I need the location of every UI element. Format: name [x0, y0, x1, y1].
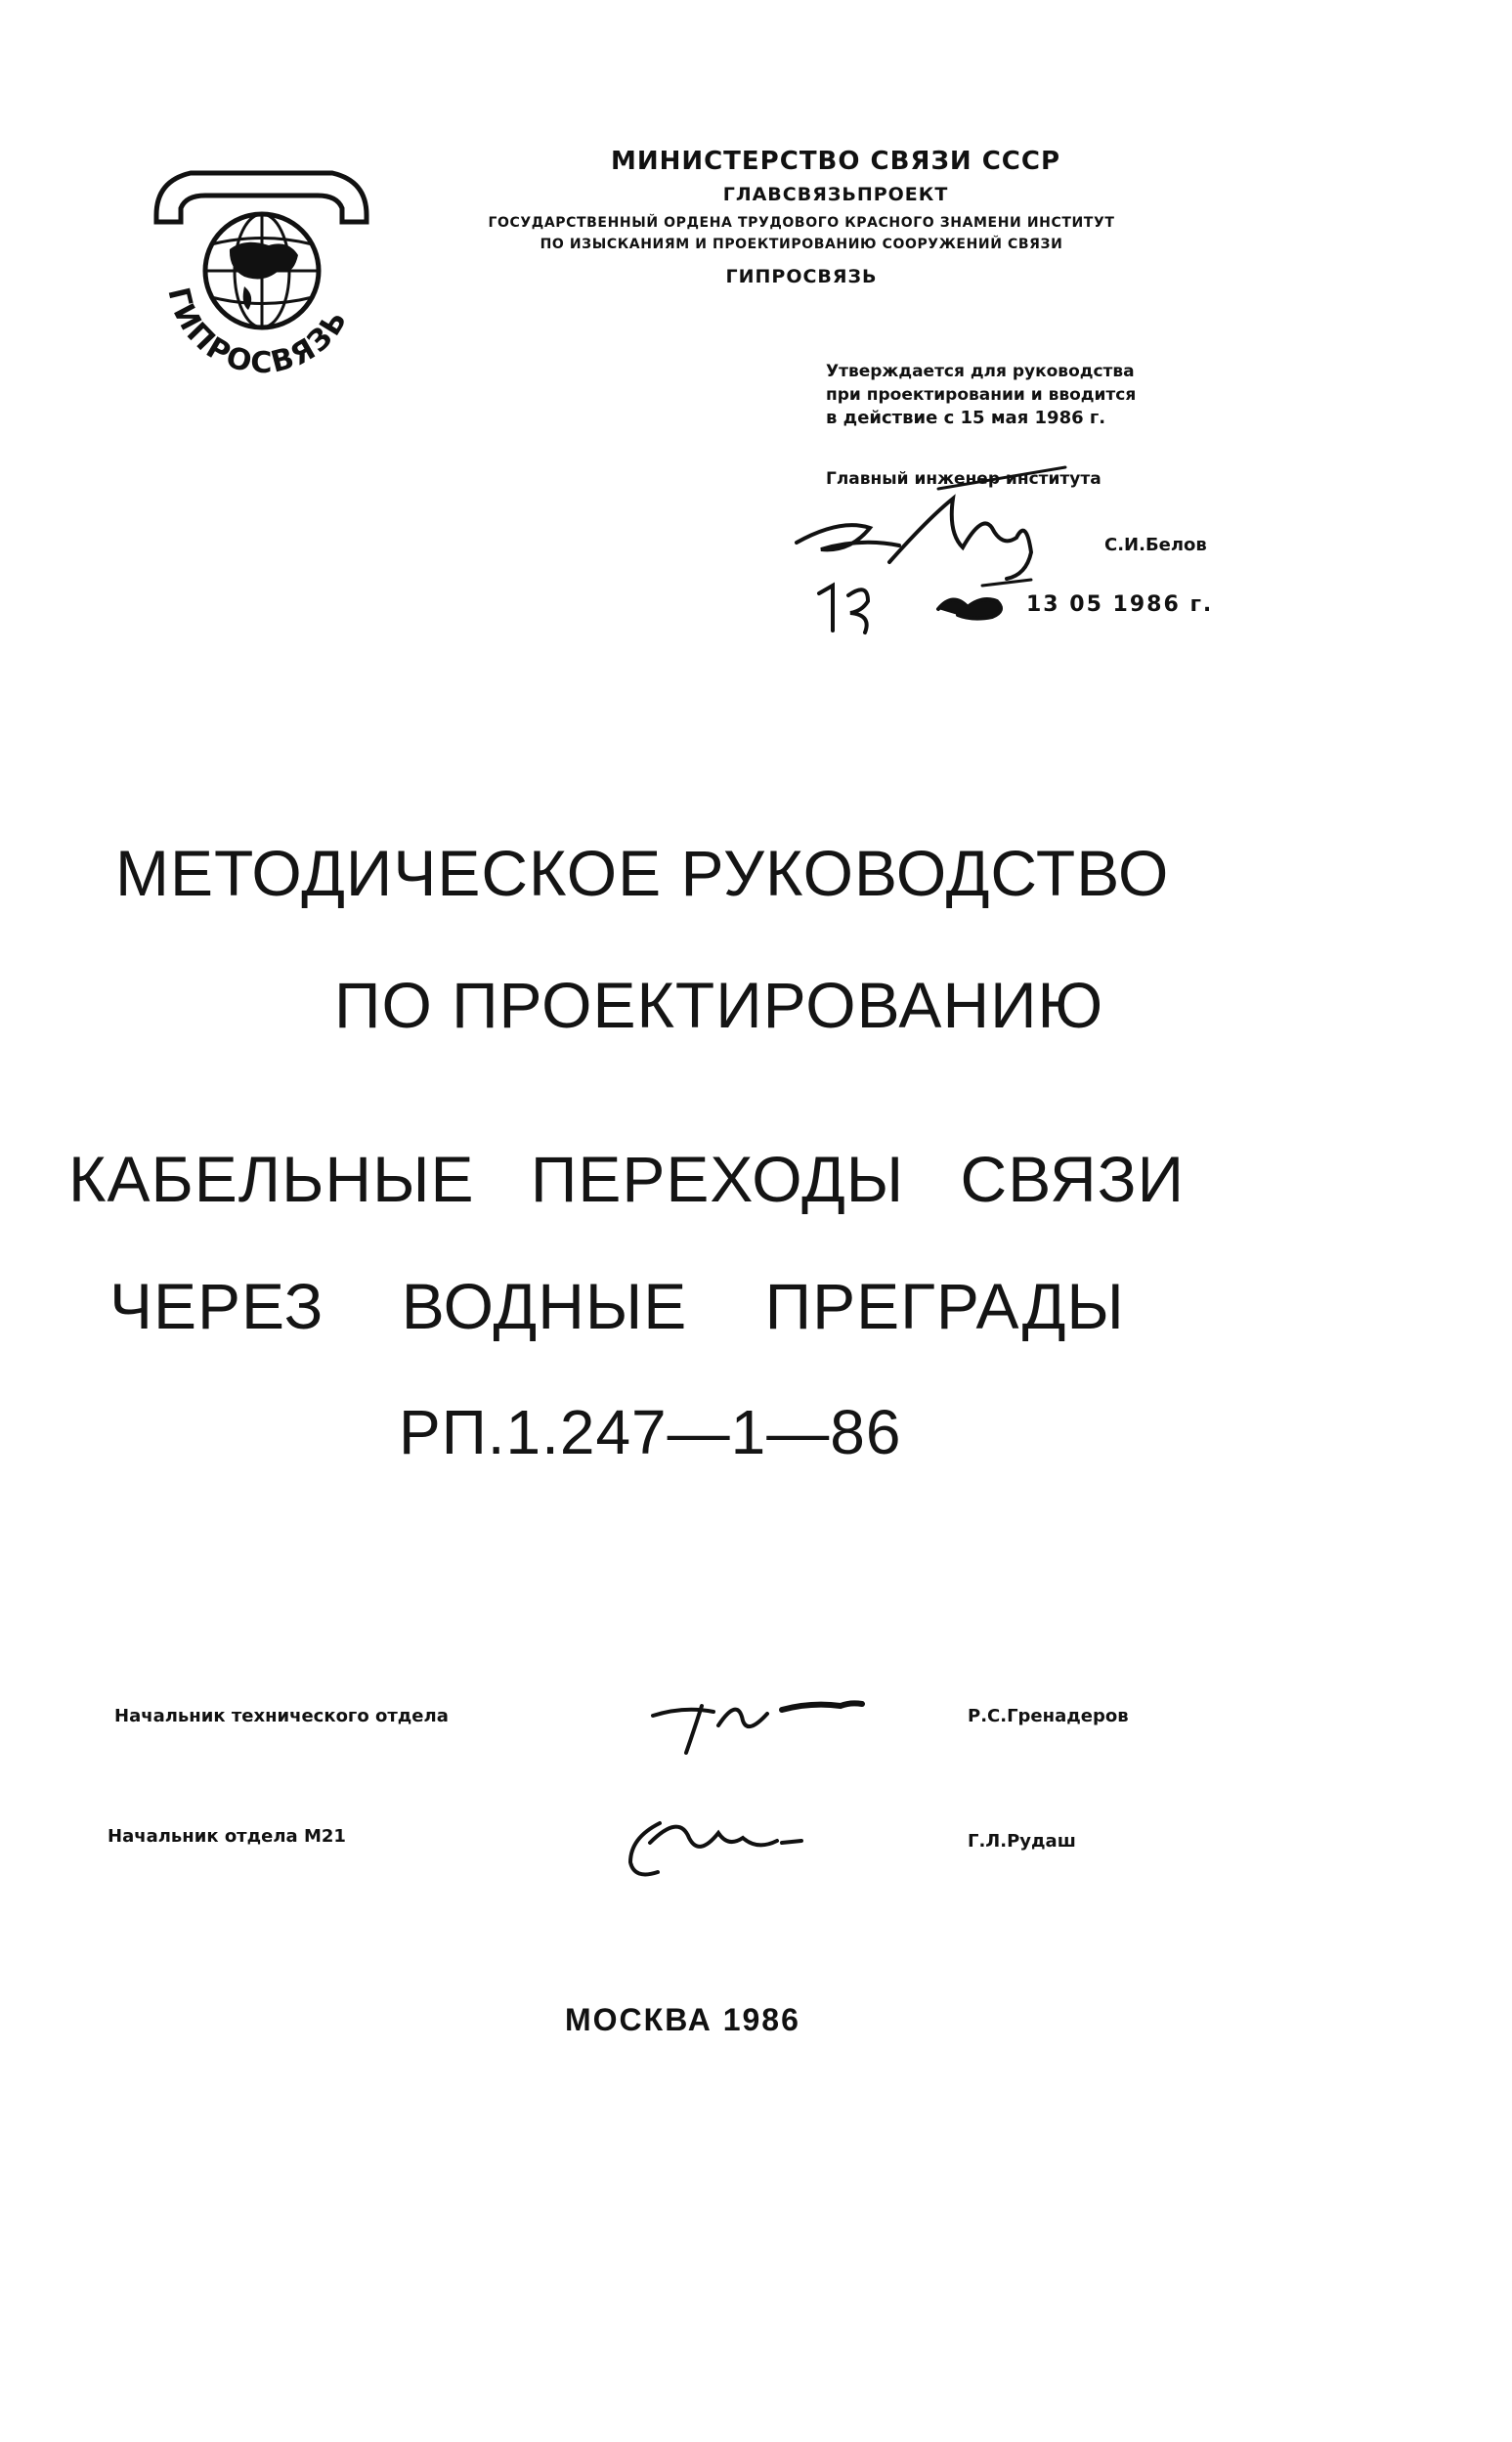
glavk-name: ГЛАВСВЯЗЬПРОЕКТ: [722, 184, 949, 205]
handwritten-date-mark: [811, 572, 1036, 640]
chief-engineer-title: Главный инженер института: [826, 469, 1102, 489]
title-line-3: КАБЕЛЬНЫЕ ПЕРЕХОДЫ СВЯЗИ: [68, 1143, 1186, 1215]
approval-note: [826, 360, 1285, 430]
signer-2-name: Г.Л.Рудаш: [968, 1831, 1076, 1852]
approval-line-2: при проектировании и вводится: [826, 385, 1137, 405]
institute-short-name: ГИПРОСВЯЗЬ: [725, 266, 878, 287]
globe-telephone-emblem-icon: [147, 161, 376, 396]
approval-line-1: Утверждается для руководства: [826, 362, 1135, 381]
city-year: МОСКВА 1986: [565, 2002, 800, 2037]
signer-1-signature: [645, 1677, 870, 1765]
ministry-name: МИНИСТЕРСТВО СВЯЗИ СССР: [610, 147, 1061, 176]
title-line-1: МЕТОДИЧЕСКОЕ РУКОВОДСТВО: [115, 837, 1170, 909]
title-line-4: ЧЕРЕЗ ВОДНЫЕ ПРЕГРАДЫ: [109, 1270, 1125, 1342]
title-line-2: ПО ПРОЕКТИРОВАНИЮ: [334, 969, 1104, 1041]
chief-engineer-signature: [782, 459, 1104, 587]
document-code: РП.1.247—1—86: [399, 1397, 902, 1467]
signer-1-role: Начальник технического отдела: [114, 1706, 449, 1726]
approval-line-3: в действие с 15 мая 1986 г.: [826, 408, 1106, 428]
institute-line-1: ГОСУДАРСТВЕННЫЙ ОРДЕНА ТРУДОВОГО КРАСНОГО ЗНАМЕНИ ИНСТИТУТ: [488, 215, 1115, 231]
signer-2-signature: [621, 1804, 816, 1887]
signer-2-role: Начальник отдела М21: [108, 1826, 346, 1847]
signer-1-name: Р.С.Гренадеров: [968, 1706, 1129, 1726]
svg-text:ГИПРОСВЯЗЬ: ГИПРОСВЯЗЬ: [160, 283, 356, 381]
approval-date: 13 05 1986 г.: [1026, 592, 1214, 617]
header: [362, 147, 1241, 287]
chief-engineer-name: С.И.Белов: [1104, 535, 1207, 555]
institute-line-2: ПО ИЗЫСКАНИЯМ И ПРОЕКТИРОВАНИЮ СООРУЖЕНИЙ СВЯЗИ: [540, 237, 1063, 252]
